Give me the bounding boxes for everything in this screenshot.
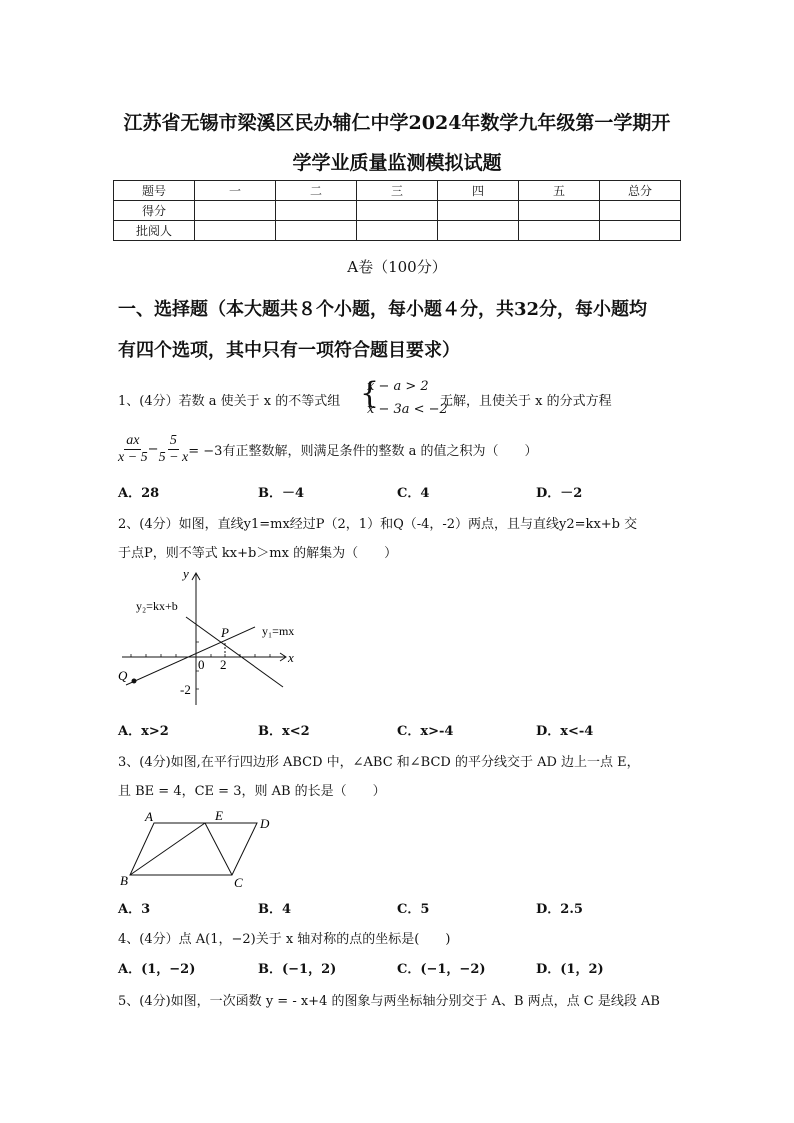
table-header: 五 (519, 181, 600, 201)
table-header: 题号 (114, 181, 195, 201)
table-cell: 批阅人 (114, 221, 195, 241)
option-a: A．3 (118, 902, 151, 917)
question-3-line2: 且 BE = 4，CE = 3，则 AB 的长是（ ） (118, 784, 386, 799)
option-a: A．(1，−2) (118, 962, 196, 977)
linear-graph-figure (100, 560, 320, 710)
option-b: B．4 (258, 902, 292, 917)
question-1-post: 无解，且使关于 x 的分式方程 (440, 394, 612, 409)
p-label: P (221, 625, 229, 640)
fraction: $\frac{ax}{x - 5}$ (118, 433, 148, 465)
point-q (132, 679, 137, 684)
option-d: D．－2 (536, 486, 583, 501)
question-1-pre: 1、(4分）若数 a 使关于 x 的不等式组 (118, 394, 341, 409)
table-cell (600, 221, 681, 241)
line-y1 (126, 627, 255, 685)
table-header: 一 (195, 181, 276, 201)
question-1-equation: $\frac{ax}{x - 5}$ − $\frac{5}{5 - x}$ = −3有正整数解，则满足条件的整数 a 的值之积为（ ） (118, 433, 538, 465)
section-heading-line2: 有四个选项，其中只有一项符合题目要求） (118, 340, 460, 361)
table-cell (438, 201, 519, 221)
option-b: B．(−1，2) (258, 962, 337, 977)
table-cell (519, 201, 600, 221)
table-cell (276, 201, 357, 221)
option-b: B．－4 (258, 486, 305, 501)
table-cell (195, 221, 276, 241)
system-eq-1: x − a > 2 (367, 379, 429, 394)
brace-icon: { (360, 376, 380, 411)
table-cell (357, 201, 438, 221)
section-heading-line1: 一、选择题（本大题共８个小题，每小题４分，共32分，每小题均 (118, 299, 648, 320)
vertex-d: D (260, 816, 270, 831)
vertex-a: A (145, 809, 153, 824)
option-c: C．(−1，−2) (397, 962, 486, 977)
option-c: C．x>-4 (397, 724, 454, 739)
table-header: 四 (438, 181, 519, 201)
option-a: A．28 (118, 486, 160, 501)
vertex-c: C (234, 875, 243, 890)
q-label: Q (118, 668, 128, 683)
option-c: C．4 (397, 486, 430, 501)
tick-label-neg2: -2 (180, 682, 191, 697)
table-header: 总分 (600, 181, 681, 201)
option-d: D．(1，2) (536, 962, 604, 977)
table-header: 三 (357, 181, 438, 201)
table-row (114, 201, 681, 221)
vertex-b: B (120, 873, 128, 888)
option-b: B．x<2 (258, 724, 310, 739)
question-2-line2: 于点P，则不等式 kx+b＞mx 的解集为（ ） (118, 546, 398, 561)
doc-title-line1: 江苏省无锡市梁溪区民办辅仁中学2024年数学九年级第一学期开 (123, 112, 671, 134)
origin-label: 0 (198, 657, 205, 672)
table-cell (195, 201, 276, 221)
vertex-e: E (215, 808, 223, 823)
table-cell: 得分 (114, 201, 195, 221)
table-cell (519, 221, 600, 241)
tick-label-2: 2 (220, 657, 227, 672)
table-row (114, 181, 681, 201)
table-cell (600, 201, 681, 221)
table-cell (357, 221, 438, 241)
question-5-line1: 5、(4分)如图，一次函数 y = - x+4 的图象与两坐标轴分别交于 A、B 两点，点 C 是线段 AB (118, 994, 660, 1009)
system-eq-2: x − 3a < −2 (367, 402, 448, 417)
score-table (113, 180, 681, 241)
table-row (114, 221, 681, 241)
part-heading: A卷（100分） (347, 258, 447, 276)
option-c: C．5 (397, 902, 430, 917)
option-d: D．2.5 (536, 902, 583, 917)
table-header: 二 (276, 181, 357, 201)
x-label: x (288, 650, 294, 665)
option-d: D．x<-4 (536, 724, 594, 739)
y1-label: y₁=mx (262, 624, 295, 638)
y-label: y (183, 566, 189, 581)
question-3-line1: 3、(4分)如图,在平行四边形 ABCD 中，∠ABC 和∠BCD 的平分线交于 AD 边上一点 E， (118, 755, 640, 770)
fraction: $\frac{5}{5 - x}$ (158, 433, 189, 465)
question-2-line1: 2、(4分）如图，直线y1=mx经过P（2，1）和Q（-4，-2）两点，且与直线y2=kx+b 交 (118, 517, 638, 532)
question-4-line1: 4、(4分）点 A(1，−2)关于 x 轴对称的点的坐标是( ) (118, 932, 451, 947)
y2-label: y₂=kx+b (136, 599, 178, 613)
table-cell (276, 221, 357, 241)
doc-title-line2: 学学业质量监测模拟试题 (292, 152, 502, 174)
table-cell (438, 221, 519, 241)
option-a: A．x>2 (118, 724, 169, 739)
parallelogram-figure (115, 805, 315, 890)
